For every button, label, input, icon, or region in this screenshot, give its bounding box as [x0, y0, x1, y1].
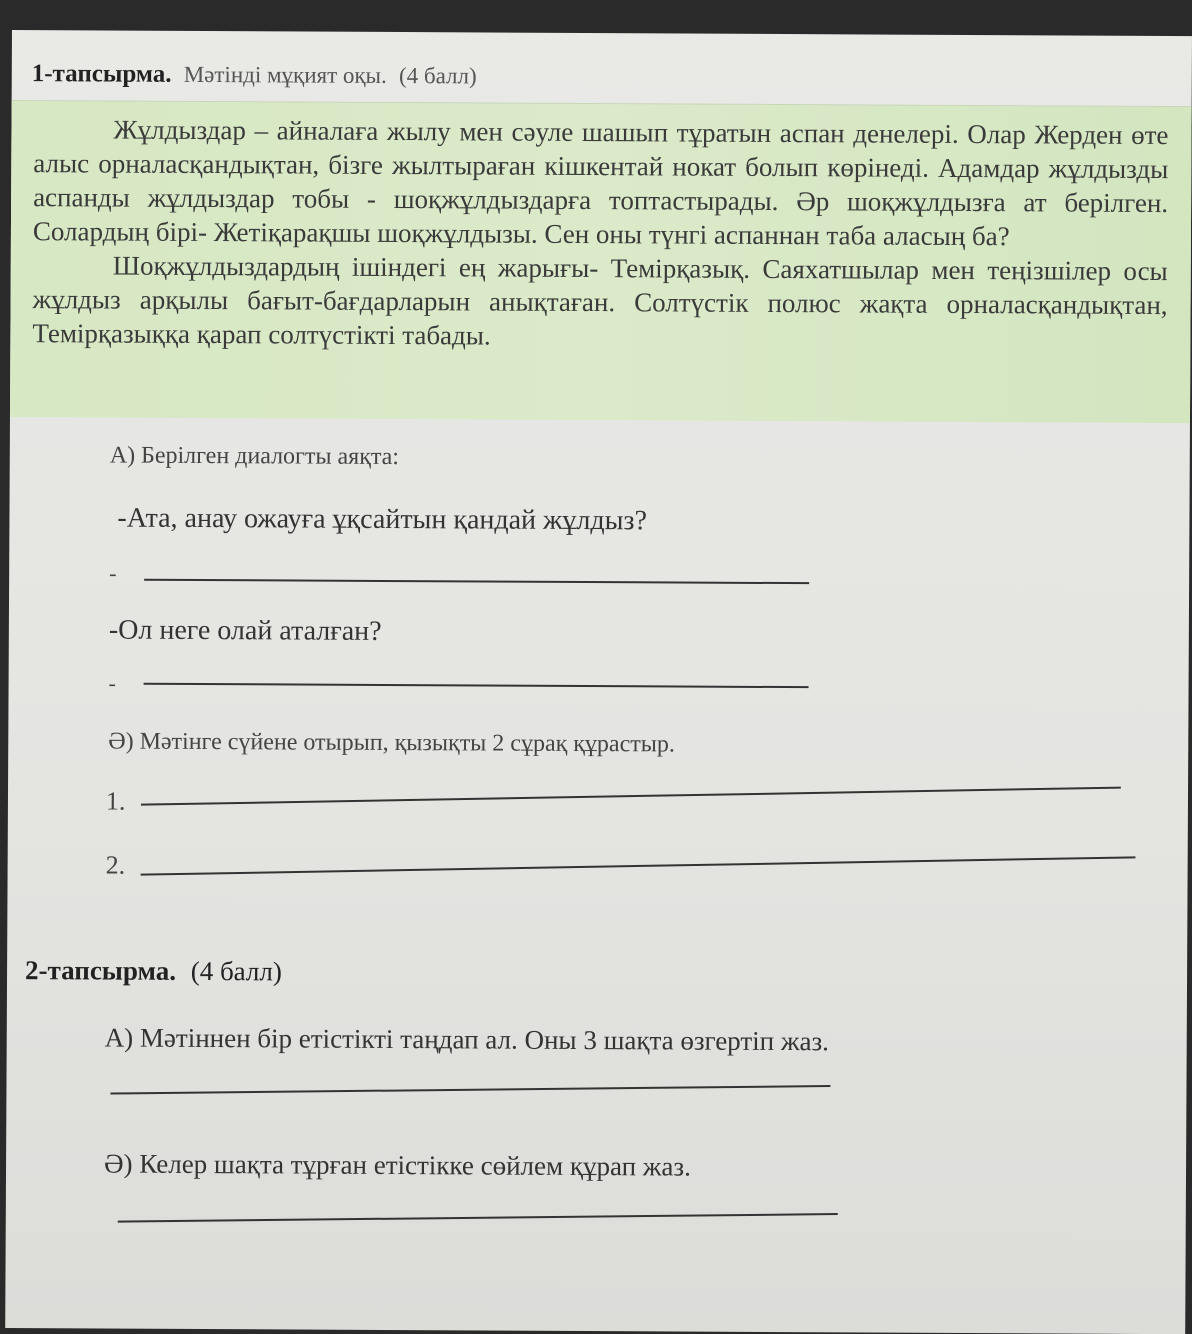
passage-paragraph-2: Шоқжұлдыздардың ішіндегі ең жарығы- Темірқазық. Саяхатшылар мен теңізшілер осы жұлдыз арқылы бағыт-бағдарларын анықтаған. Солтүстік полюс жақта орналасқандықтан, Темірқазыққа қарап солтүстікті табады.	[32, 250, 1168, 351]
question-number-1: 1.	[105, 786, 126, 816]
dialog-dash-1: -	[109, 560, 117, 586]
dialog-dash-2: -	[108, 670, 116, 696]
task2-header	[25, 955, 282, 987]
task2-part-b: Ә) Келер шақта тұрған етістікке сөйлем құрап жаз.	[103, 1148, 691, 1182]
task2-points: (4 балл)	[190, 955, 282, 987]
worksheet-page	[5, 30, 1192, 1334]
task2-answer-line-b[interactable]	[118, 1213, 838, 1223]
task1-instruction: Мәтінді мұқият оқы.	[183, 61, 387, 88]
question-line-2[interactable]	[141, 856, 1136, 875]
passage-paragraph-1: Жұлдыздар – айналаға жылу мен сәуле шашып тұратын аспан денелері. Олар Жерден өте алыс орналасқандықтан, бізге жылтыраған кішкентай нокат болып көрінеді. Адамдар жұлдызды аспанды жұлдыздар тобы - шоқжұлдыздарға топтастырады. Әр шоқжұлдызға ат берілген. Солардың бірі- Жетіқарақшы шоқжұлдызы. Сен оны түнгі аспаннан таба аласың ба?	[32, 114, 1169, 252]
part-a-label: А) Берілген диалогты аяқта:	[109, 442, 400, 471]
dialog-question-2: -Ол неге олай аталған?	[108, 614, 382, 647]
task1-title: 1-тапсырма.	[31, 60, 172, 88]
task2-answer-line-a[interactable]	[110, 1085, 830, 1095]
task1-header	[32, 60, 1182, 94]
answer-line-2[interactable]	[144, 683, 809, 688]
task2-title: 2-тапсырма.	[24, 955, 177, 986]
task1-points: (4 балл)	[398, 63, 477, 89]
reading-passage	[32, 112, 1168, 356]
question-number-2: 2.	[105, 850, 126, 880]
part-b-label: Ә) Мәтінге сүйене отырып, қызықты 2 сұрақ құрастыр.	[108, 728, 675, 758]
question-line-1[interactable]	[141, 787, 1121, 806]
answer-line-1[interactable]	[144, 579, 809, 584]
task2-part-a: А) Мәтіннен бір етістікті таңдап ал. Оны 3 шақта өзгертіп жаз.	[104, 1022, 830, 1057]
dialog-question-1: -Ата, анау ожауға ұқсайтын қандай жұлдыз?	[117, 502, 648, 537]
